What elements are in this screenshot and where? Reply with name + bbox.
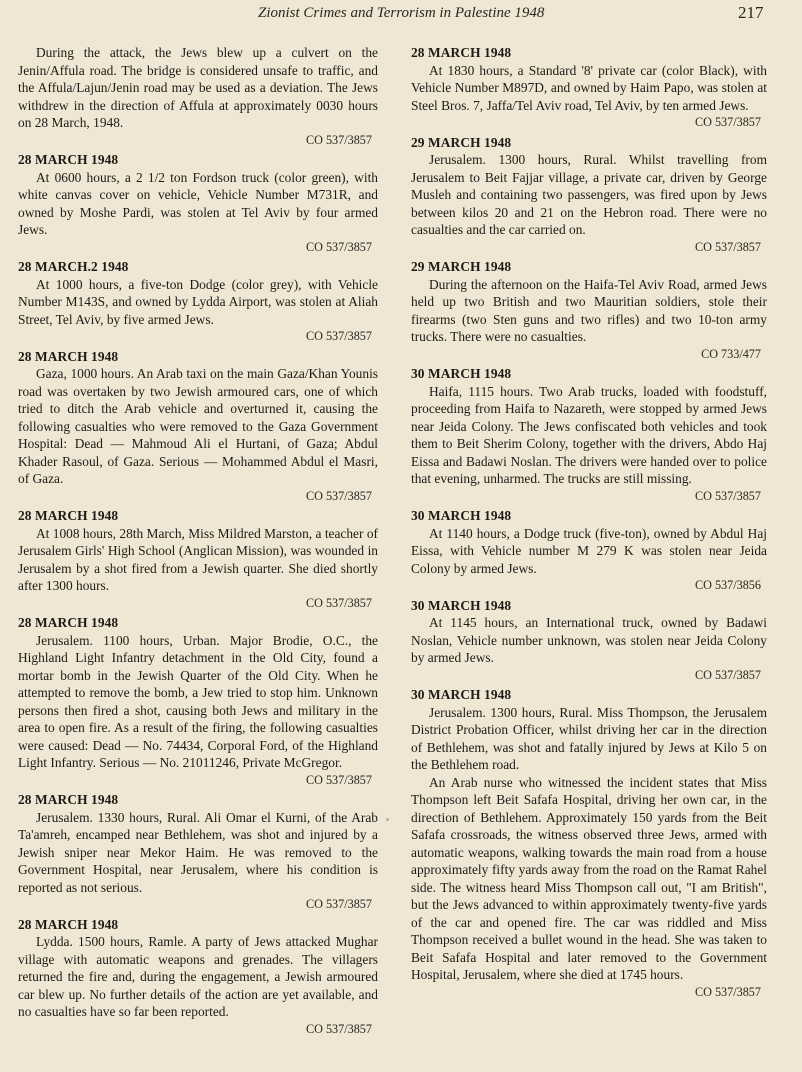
entry-date: 28 MARCH 1948 bbox=[18, 348, 119, 364]
running-header bbox=[0, 0, 802, 30]
entry-paragraph: At 1145 hours, an International truck, owned by Badawi Noslan, Vehicle number unknown, was stolen near Jeida Colony by armed Jews. bbox=[411, 615, 767, 665]
entry-reference: CO 537/3857 bbox=[305, 488, 372, 503]
entry-reference: CO 537/3857 bbox=[694, 488, 761, 503]
entry-paragraph: At 0600 hours, a 2 1/2 ton Fordson truck (color green), with white canvas cover on vehicle, Vehicle Number M731R, and owned by Moshe Pardi, was stolen at Tel Aviv by four armed Jews. bbox=[18, 169, 378, 237]
entry-paragraph: Lydda. 1500 hours, Ramle. A party of Jews attacked Mughar village with automatic weapons and grenades. The villagers returned the fire and, during the engagement, a Jewish armoured car blew up. No further details of the action are yet available, and no casualties have so far been reported. bbox=[18, 934, 378, 1019]
entry-reference: CO 537/3857 bbox=[305, 329, 372, 343]
log-entry bbox=[18, 507, 378, 612]
entry-reference: CO 537/3857 bbox=[305, 897, 372, 911]
scan-speck bbox=[386, 818, 389, 821]
entry-paragraph: Gaza, 1000 hours. An Arab taxi on the main Gaza/Khan Younis road was overtaken by two Jewish armoured cars, one of which tried to ditch the Arab vehicle and overturned it, causing the following casualties who were removed to the Gaza Government Hospital: Dead — Mahmoud Ali el Hurtani, of Gaza; Abdul Khader Rasoul, of Gaza. Serious — Mohammed Abdul el Masri, of Gaza. bbox=[18, 366, 378, 486]
entry-date: 28 MARCH 1948 bbox=[18, 615, 119, 630]
entry-date: 30 MARCH 1948 bbox=[411, 687, 512, 702]
log-entry bbox=[411, 507, 767, 595]
entry-paragraph: At 1000 hours, a five-ton Dodge (color grey), with Vehicle Number M143S, and owned by Lydda Airport, was stolen at Aliah Street, Tel Aviv, by five armed Jews. bbox=[18, 276, 378, 327]
entry-reference: CO 537/3857 bbox=[694, 239, 761, 254]
entry-date: 28 MARCH 1948 bbox=[411, 45, 512, 60]
entry-date: 28 MARCH 1948 bbox=[18, 152, 119, 167]
entry-date: 29 MARCH 1948 bbox=[411, 259, 512, 274]
page-number: 217 bbox=[738, 3, 764, 22]
entry-reference: CO 537/3857 bbox=[305, 772, 372, 787]
entry-reference: CO 537/3857 bbox=[305, 239, 372, 254]
log-entry bbox=[18, 258, 378, 346]
entry-paragraph: An Arab nurse who witnessed the incident states that Miss Thompson left Beit Safafa Hospital, driving her own car, in the direction of Bethlehem. Approximately 150 yards from the Beit Safafa crossroads, the witness observed three Jews, armed with automatic weapons, walking towards the main road from a house approximately fifty yards away from the road on the Ramat Rahel side. The witness heard Miss Thompson call out, "I am British", but the Jews advanced to within approximately twenty-five yards of the car and opened fire. The car was riddled and Miss Thompson received a bullet wound in the head. She was taken to Beit Safafa Hospital and later removed to the Government Hospital, Jerusalem, where she died at 1745 hours. bbox=[411, 774, 767, 982]
entry-date: 28 MARCH.2 1948 bbox=[18, 259, 129, 274]
entry-date: 30 MARCH 1948 bbox=[411, 508, 512, 523]
entry-paragraph: At 1830 hours, a Standard '8' private car (color Black), with Vehicle Number M897D, and owned by Haim Papo, was stolen at Steel Bros. 7, Jaffa/Tel Aviv road, Tel Aviv, by ten armed Jews. bbox=[411, 62, 767, 113]
entry-date: 28 MARCH 1948 bbox=[18, 508, 119, 523]
entry-paragraph: During the attack, the Jews blew up a culvert on the Jenin/Affula road. The bridge is considered unsafe to traffic, and the Affula/Lajun/Jenin road may be used as a deviation. The Jews withdrew in the direction of Affula at approximately 0030 hours on 28 March, 1948. bbox=[18, 45, 378, 130]
entry-paragraph: At 1140 hours, a Dodge truck (five-ton), owned by Abdul Haj Eissa, with Vehicle number M 279 K was stolen near Jeida Colony by armed Jews. bbox=[411, 525, 767, 576]
log-entry bbox=[18, 916, 378, 1039]
entry-date: 29 MARCH 1948 bbox=[411, 134, 512, 150]
continuation-entry bbox=[18, 44, 378, 149]
entry-paragraph: Haifa, 1115 hours. Two Arab trucks, loaded with foodstuff, proceeding from Haifa to Nazareth, were stopped by armed Jews near Jeida Colony. The Jews confiscated both vehicles and took them to Beit Sherim Colony, together with the drivers, Abdo Haj Eissa and Badawi Noslan. The drivers were handed over to police that evening, unharmed. The trucks are still missing. bbox=[411, 383, 767, 486]
entry-reference: CO 537/3857 bbox=[694, 115, 761, 129]
entry-reference: CO 537/3856 bbox=[694, 578, 761, 592]
entry-paragraph: Jerusalem. 1300 hours, Rural. Miss Thompson, the Jerusalem District Probation Officer, whilst driving her car in the direction of Bethlehem, was shot and fatally injured by Jews at Kilo 5 on the Bethlehem road. bbox=[411, 704, 767, 772]
entry-reference: CO 537/3857 bbox=[694, 667, 761, 682]
entry-date: 30 MARCH 1948 bbox=[411, 597, 512, 613]
log-entry bbox=[411, 365, 767, 505]
entry-reference: CO 537/3857 bbox=[305, 1021, 372, 1036]
log-entry bbox=[18, 348, 378, 506]
entry-date: 30 MARCH 1948 bbox=[411, 366, 512, 381]
log-entry bbox=[411, 258, 767, 363]
entry-paragraph: Jerusalem. 1330 hours, Rural. Ali Omar el Kurni, of the Arab Ta'amreh, encamped near Bethlehem, was shot and injured by a Jewish sniper near Mekor Haim. He was removed to the Government Hospital, near Jerusalem, where his condition is reported as not serious. bbox=[18, 809, 378, 895]
entry-paragraph: During the afternoon on the Haifa-Tel Aviv Road, armed Jews held up two British and two Mauritian soldiers, stole their firearms (two Sten guns and two rifles) and two 10-ton army trucks. There were no casualties. bbox=[411, 276, 767, 344]
entry-reference: CO 537/3857 bbox=[305, 132, 372, 147]
entry-date: 28 MARCH 1948 bbox=[18, 916, 119, 932]
entry-paragraph: Jerusalem. 1100 hours, Urban. Major Brodie, O.C., the Highland Light Infantry detachment in the Old City, found a mortar bomb in the Jewish Quarter of the Old City. When he attempted to remove the bomb, a Jew tried to stop him. Unknown persons then fired a shot, causing both Jews and military in the area to open fire. As a result of the firing, the following casualties were caused: Dead — No. 74434, Corporal Ford, of the Highland Light Infantry. Serious — No. 21011246, Private McGregor. bbox=[18, 632, 378, 770]
right-column bbox=[411, 44, 767, 1003]
entry-reference: CO 537/3857 bbox=[305, 595, 372, 610]
right-entries bbox=[411, 44, 767, 1001]
log-entry bbox=[411, 686, 767, 1001]
entry-date: 28 MARCH 1948 bbox=[18, 792, 119, 807]
entry-paragraph: Jerusalem. 1300 hours, Rural. Whilst travelling from Jerusalem to Beit Fajjar village, a private car, driven by George Musleh and containing two passengers, was fired upon by Jews between kilos 20 and 21 on the Hebron road. There were no casualties and the car carried on. bbox=[411, 152, 767, 237]
left-column bbox=[18, 44, 378, 1040]
log-entry bbox=[18, 791, 378, 914]
entry-reference: CO 537/3857 bbox=[694, 984, 761, 999]
entry-reference: CO 733/477 bbox=[701, 346, 761, 361]
log-entry bbox=[411, 44, 767, 132]
log-entry bbox=[411, 134, 767, 257]
log-entry bbox=[411, 597, 767, 685]
left-entries bbox=[18, 151, 378, 1038]
entry-paragraph: At 1008 hours, 28th March, Miss Mildred Marston, a teacher of Jerusalem Girls' High School (Anglican Mission), was wounded in Jerusalem by a shot fired from a Jewish quarter. She died shortly after 1300 hours. bbox=[18, 525, 378, 593]
log-entry bbox=[18, 151, 378, 256]
book-title: Zionist Crimes and Terrorism in Palestine 1948 bbox=[258, 5, 545, 21]
log-entry bbox=[18, 614, 378, 789]
